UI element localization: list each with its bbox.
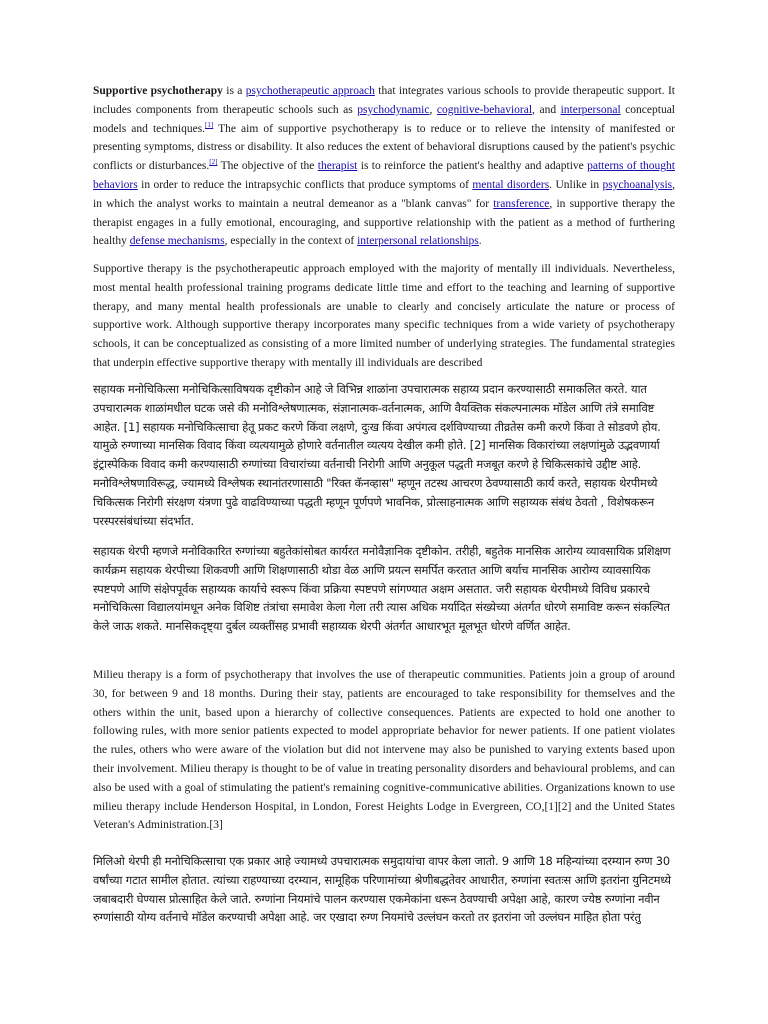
link-therapist[interactable]: therapist [317, 160, 358, 173]
link-psychoanalysis[interactable]: psychoanalysis [602, 178, 673, 191]
text-span: The objective of the [217, 160, 318, 173]
text-span: The aim of supportive psychotherapy is to reduce or to relieve the intensity of manifested or presenting symptoms, distress or disability. It also reduces the extent of behavioral disruptions caused by the patient's psychic conflicts or disturbances. [93, 122, 675, 173]
text-span: , in which the analyst works to maintain a neutral demeanor as a "blank canvas" for [93, 178, 676, 210]
text-span: , in supportive therapy the therapist engages in a fully emotional, encouraging, and supportive relationship with the patient as a method of furthering healthy [93, 197, 676, 248]
link-patterns-of-thought[interactable]: patterns of thought [587, 160, 675, 173]
paragraph-supportive-psychotherapy-mr: सहायक मनोचिकित्सा मनोचिकित्साविषयक दृष्टीकोन आहे जे विभिन्न शाळांना उपचारात्मक सहाय्य प्रदान करण्यासाठी समाकलित करते. यात उपचारात्मक शाळांमधील घटक जसे की मनोविश्लेषणात्मक, संज्ञानात्मक-वर्तनात्मक, आणि वैयक्तिक संकल्पनात्मक मॉडेल आणि तंत्रे समाविष्ट आहेत. [1] सहायक मनोचिकित्साचा हेतू प्रकट करणे किंवा लक्षणे, दुःख किंवा अपंगत्व दर्शविण्याच्या तीव्रतेस कमी करणे किंवा ते सोडवणे होय. यामुळे रुग्णाच्या मानसिक विवाद किंवा व्यत्ययामुळे होणारे वर्तनातील व्यत्यय देखील कमी होते. [2] मानसिक विकारांच्या लक्षणांमुळे उद्भवणार्या इंट्रास्पेकिक विवाद कमी करण्यासाठी रुग्णांच्या विचारांच्या वर्तनाची निरोगी आणि अनुकूल पद्धती मजबूत करणे हे चिकित्सकांचे उद्दीष्ट आहे. मनोविश्लेषणाविरूद्ध, ज्यामध्ये विश्लेषक स्थानांतरणासाठी "रिक्त कॅनव्हास" म्हणून तटस्थ आचरण ठेवण्यासाठी कार्य करते, सहायक थेरपीमध्ये चिकित्सक निरोगी संरक्षण यंत्रणा पुढे वाढविण्याच्या पद्धती म्हणून पूर्णपणे भावनिक, प्रोत्साहनात्मक आणि सहाय्यक संबंध ठेवतो , विशेषकरून परस्परसंबंधांच्या संदर्भात. [93, 382, 661, 528]
link-transference[interactable]: transference [493, 197, 550, 210]
link-mental-disorders[interactable]: mental disorders [472, 178, 550, 191]
link-cognitive-behavioral[interactable]: cognitive-behavioral [436, 103, 533, 116]
citation-link-2[interactable]: [2] [209, 158, 218, 167]
link-behaviors[interactable]: behaviors [93, 178, 138, 191]
text-span: is to reinforce the patient's healthy and adaptive [357, 160, 588, 173]
paragraph-supportive-therapy-mr: सहायक थेरपी म्हणजे मनोविकारित रुग्णांच्या बहुतेकांसोबत कार्यरत मनोवैज्ञानिक दृष्टीकोन. तरीही, बहुतेक मानसिक आरोग्य व्यावसायिक प्रशिक्षण कार्यक्रम सहायक थेरपीच्या शिकवणी आणि शिक्षणासाठी थोडा वेळ आणि प्रयत्न समर्पित करतात आणि बर्याच मानसिक आरोग्य व्यावसायिक स्पष्टपणे आणि संक्षेपपूर्वक सहाय्यक कार्याचे स्वरूप किंवा प्रक्रिया स्पष्टपणे सांगण्यात अक्षम असतात. जरी सहायक थेरपीमध्ये विविध प्रकारचे मनोचिकित्सा विद्यालयांमधून अनेक विशिष्ट तंत्रांचा समावेश केला गेला तरी त्यास अधिक मर्यादित संख्येच्या अंतर्गत धोरणे समाविष्ट करून संकल्पित केले जाऊ शकते. मानसिकदृष्ट्या दुर्बल व्यक्तींसह प्रभावी सहाय्यक थेरपी अंतर्गत आधारभूत मूलभूत धोरणे वर्णित आहेत. [93, 544, 671, 634]
text-span: , and [532, 103, 561, 116]
text-span: in order to reduce the intrapsychic conflicts that produce symptoms of [137, 178, 473, 191]
link-psychotherapeutic-approach[interactable]: psychotherapeutic approach [245, 85, 375, 97]
paragraph-milieu-therapy-en: Milieu therapy is a form of psychotherapy that involves the use of therapeutic communities. Patients join a group of around 30, for between 9 and 18 months. During their stay, patients are encouraged to take responsibility for themselves and the others within the unit, based upon a hierarchy of collective consequences. Patients are expected to hold one another to following rules, with more senior patients expected to model appropriate behavior for newer patients. If one patient violates the rules, others who were aware of the violation but did not intervene may also be punished to varying extents based upon their involvement. Milieu therapy is thought to be of value in treating personality disorders and behavioural problems, and can also be used with a goal of stimulating the patient's remaining cognitive-communicative abilities. Organizations known to use milieu therapy include Henderson Hospital, in London, Forest Heights Lodge in Evergreen, CO,[1][2] and the United States Veteran's Administration.[3] [93, 669, 675, 832]
citation-link-1[interactable]: [1] [205, 120, 214, 129]
link-psychodynamic[interactable]: psychodynamic [357, 103, 430, 116]
bold-term: Supportive psychotherapy [93, 85, 223, 97]
link-interpersonal[interactable]: interpersonal [560, 103, 621, 116]
paragraph-supportive-psychotherapy-en [93, 82, 675, 251]
text-span: conceptual models and techniques. [93, 103, 676, 135]
text-span: , [429, 103, 437, 116]
paragraph-milieu-therapy-mr: मिलिओ थेरपी ही मनोचिकित्साचा एक प्रकार आहे ज्यामध्ये उपचारात्मक समुदायांचा वापर केला जातो. 9 आणि 18 महिन्यांच्या दरम्यान रुग्ण 30 वर्षांच्या गटात सामील होतात. त्यांच्या राहण्याच्या दरम्यान, सामूहिक परिणामांच्या श्रेणीबद्धतेवर आधारीत, रुग्णांना स्वतःस आणि इतरांना युनिटमध्ये जबाबदारी घेण्यास प्रोत्साहित केले जाते. रुग्णांना नियमांचे पालन करण्यास एकमेकांना धरून ठेवण्याची अपेक्षा आहे, कारण ज्येष्ठ रुग्णांना नवीन रुग्णांसाठी योग्य वर्तनाचे मॉडेल करण्याची अपेक्षा आहे. जर एखादा रुग्ण नियमांचे उल्लंघन करतो तर इतरांना जो उल्लंघन माहित होता परंतु [93, 854, 671, 925]
paragraph-supportive-therapy-en: Supportive therapy is the psychotherapeutic approach employed with the majority of mentally ill individuals. Nevertheless, most mental health professional training programs dedicate little time and effort to the teaching and learning of supportive therapy, and many mental health professionals are unable to clearly and concisely articulate the nature or process of supportive work. Although supportive therapy incorporates many specific techniques from a wide variety of psychotherapy schools, it can be conceptualized as consisting of a more limited number of underlying strategies. The fundamental strategies that underpin effective supportive therapy with mentally ill individuals are described [93, 263, 675, 369]
text-span: , especially in the context of [224, 235, 358, 248]
link-interpersonal-relationships[interactable]: interpersonal relationships [357, 235, 479, 248]
link-defense-mechanisms[interactable]: defense mechanisms [129, 235, 225, 248]
text-span: that integrates various schools to provide therapeutic support. It includes components from therapeutic schools such as [93, 85, 676, 116]
text-span: . Unlike in [549, 178, 603, 191]
citation-1 [205, 121, 213, 129]
text-span: is a [222, 85, 246, 97]
text-span: . [478, 235, 482, 248]
